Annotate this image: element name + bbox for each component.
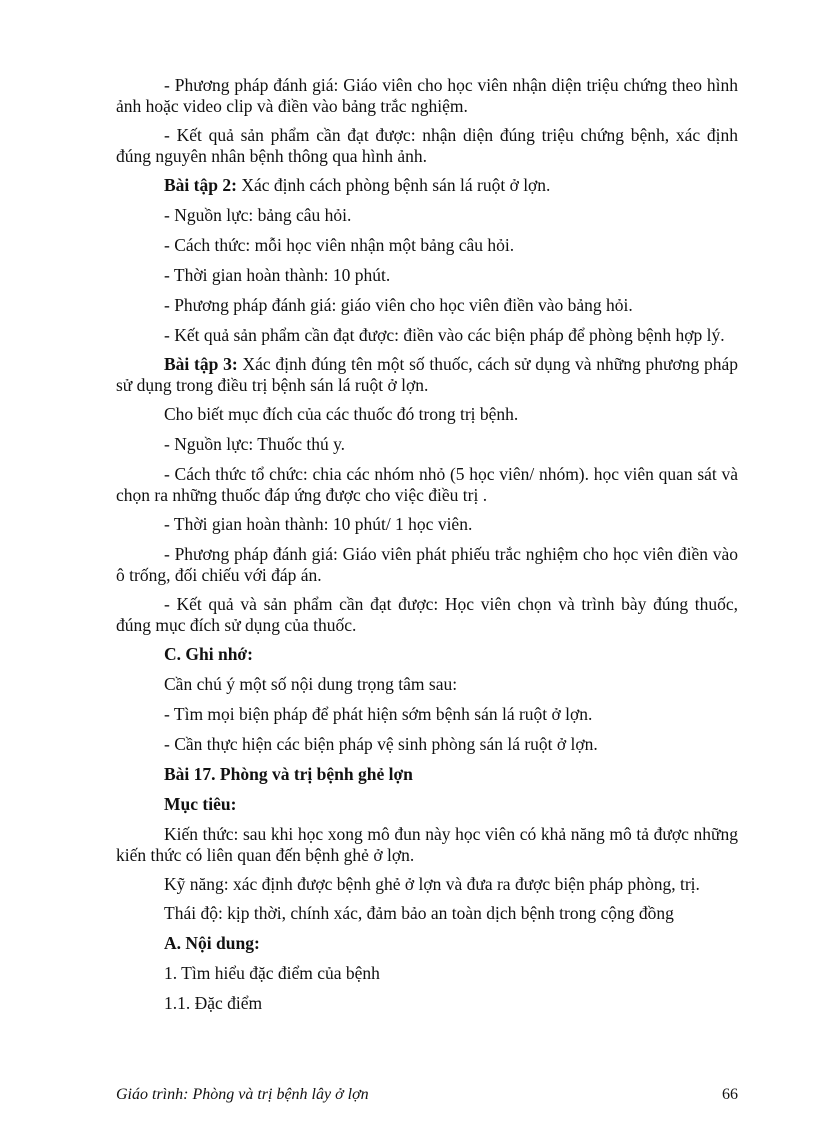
paragraph: - Cách thức tổ chức: chia các nhóm nhỏ (5 học viên/ nhóm). học viên quan sát và chọn ra những thuốc đáp ứng được cho việc điều trị . [116, 464, 738, 505]
paragraph: 1.1. Đặc điểm [164, 993, 263, 1013]
paragraph: - Tìm mọi biện pháp để phát hiện sớm bệnh sán lá ruột ở lợn. [164, 704, 593, 724]
paragraph: - Kết quả sản phẩm cần đạt được: nhận diện đúng triệu chứng bệnh, xác định đúng nguyên nhân bệnh thông qua hình ảnh. [116, 125, 738, 166]
footer-title: Giáo trình: Phòng và trị bệnh lây ở lợn [116, 1086, 369, 1103]
exercise-3-paragraph [116, 354, 738, 396]
exercise-2-paragraph [116, 175, 738, 196]
page-footer [116, 1086, 738, 1104]
page-content [116, 75, 738, 1023]
exercise-3-label: Bài tập 3: [164, 354, 238, 374]
paragraph: - Phương pháp đánh giá: Giáo viên cho học viên nhận diện triệu chứng theo hình ảnh hoặc video clip và điền vào bảng trắc nghiệm. [116, 75, 738, 116]
paragraph: - Phương pháp đánh giá: Giáo viên phát phiếu trắc nghiệm cho học viên điền vào ô trống, đối chiếu với đáp án. [116, 544, 738, 585]
paragraph: - Kết quả và sản phẩm cần đạt được: Học viên chọn và trình bày đúng thuốc, đúng mục đích sử dụng của thuốc. [116, 594, 738, 635]
paragraph: - Phương pháp đánh giá: giáo viên cho học viên điền vào bảng hỏi. [164, 295, 633, 315]
paragraph: - Cần thực hiện các biện pháp vệ sinh phòng sán lá ruột ở lợn. [164, 734, 598, 754]
paragraph: - Thời gian hoàn thành: 10 phút. [164, 265, 391, 285]
paragraph: Cho biết mục đích của các thuốc đó trong trị bệnh. [164, 404, 519, 424]
content-heading: A. Nội dung: [164, 933, 260, 953]
paragraph: - Cách thức: mỗi học viên nhận một bảng câu hỏi. [164, 235, 515, 255]
paragraph: Cần chú ý một số nội dung trọng tâm sau: [164, 674, 458, 694]
exercise-2-text: Xác định cách phòng bệnh sán lá ruột ở lợn. [236, 175, 551, 195]
paragraph: - Thời gian hoàn thành: 10 phút/ 1 học viên. [164, 514, 473, 534]
paragraph: - Kết quả sản phẩm cần đạt được: điền vào các biện pháp để phòng bệnh hợp lý. [164, 325, 725, 345]
exercise-2-label: Bài tập 2: [164, 175, 237, 195]
lesson-title: Bài 17. Phòng và trị bệnh ghẻ lợn [164, 764, 413, 784]
paragraph: Kỹ năng: xác định được bệnh ghẻ ở lợn và đưa ra được biện pháp phòng, trị. [164, 874, 700, 894]
paragraph: Thái độ: kịp thời, chính xác, đảm bảo an toàn dịch bệnh trong cộng đồng [164, 903, 674, 923]
paragraph: - Nguồn lực: bảng câu hỏi. [164, 205, 352, 225]
paragraph: Kiến thức: sau khi học xong mô đun này học viên có khả năng mô tả được những kiến thức có liên quan đến bệnh ghẻ ở lợn. [116, 824, 738, 865]
paragraph: - Nguồn lực: Thuốc thú y. [164, 434, 346, 454]
page-number: 66 [722, 1086, 738, 1103]
exercise-3-text: Xác định đúng tên một số thuốc, cách sử dụng và những phương pháp sử dụng trong điều trị bệnh sán lá ruột ở lợn. [116, 354, 738, 395]
section-heading-ghi-nho: C. Ghi nhớ: [164, 644, 253, 664]
objectives-heading: Mục tiêu: [164, 794, 237, 814]
paragraph: 1. Tìm hiểu đặc điểm của bệnh [164, 963, 380, 983]
